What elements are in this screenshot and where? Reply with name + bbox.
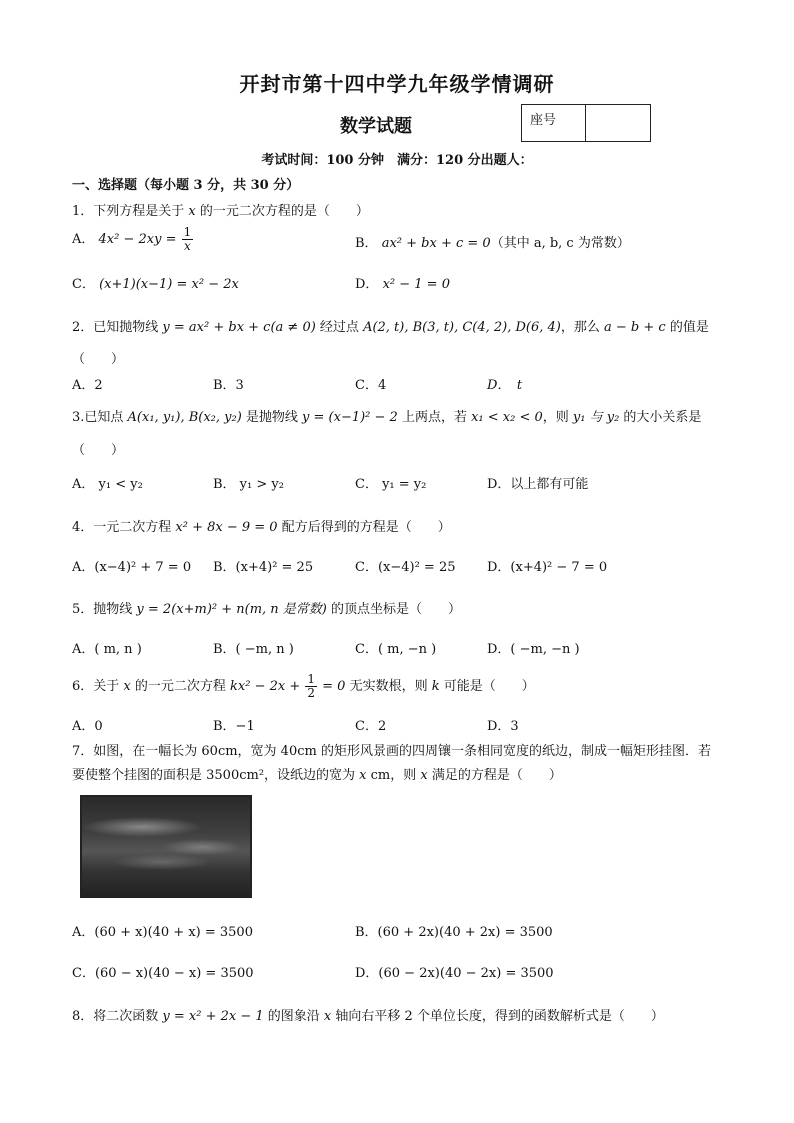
question-7-line1: 7．如图，在一幅长为 60cm，宽为 40cm 的矩形风景画的四周镶一条相同宽度的纸边，制成一幅矩形挂图．若 bbox=[72, 744, 711, 759]
q5-option-b: B．( −m, n ) bbox=[213, 642, 294, 657]
q3-option-c: C． y₁ = y₂ bbox=[355, 477, 427, 492]
question-4: 4．一元二次方程 x² + 8x − 9 = 0 配方后得到的方程是（ ） bbox=[72, 520, 451, 535]
question-7-line2: 要使整个挂图的面积是 3500cm²，设纸边的宽为 x cm，则 x 满足的方程是（ ） bbox=[72, 768, 562, 783]
fraction: $\frac{1}{2}$ bbox=[307, 672, 316, 701]
q1-option-b: B． ax² + bx + c = 0（其中 a, b, c 为常数） bbox=[355, 236, 630, 251]
q3-option-a: A． y₁ < y₂ bbox=[72, 477, 143, 492]
question-6: 6．关于 x 的一元二次方程 kx² − 2x + $\frac{1}{2}$ = 0 无实数根，则 k 可能是（ ） bbox=[72, 672, 535, 701]
q1-option-c: C． (x+1)(x−1) = x² − 2x bbox=[72, 277, 239, 292]
seat-number-box bbox=[521, 104, 651, 142]
fraction: $\frac{1}{x}$ bbox=[183, 225, 192, 254]
question-3: 3.已知点 A(x₁, y₁), B(x₂, y₂) 是抛物线 y = (x−1)² − 2 上两点，若 x₁ < x₂ < 0，则 y₁ 与 y₂ 的大小关系是 bbox=[72, 410, 702, 425]
question-8: 8．将二次函数 y = x² + 2x − 1 的图象沿 x 轴向右平移 2 个单位长度，得到的函数解析式是（ ） bbox=[72, 1009, 664, 1024]
q2-option-b: B．3 bbox=[213, 378, 244, 393]
q3-option-b: B． y₁ > y₂ bbox=[213, 477, 284, 492]
q5-option-c: C．( m, −n ) bbox=[355, 642, 437, 657]
q5-option-d: D．( −m, −n ) bbox=[487, 642, 580, 657]
q6-option-a: A．0 bbox=[72, 719, 103, 734]
q7-option-c: C．(60 − x)(40 − x) = 3500 bbox=[72, 966, 254, 981]
q4-option-a: A．(x−4)² + 7 = 0 bbox=[72, 560, 192, 575]
landscape-painting-image bbox=[80, 795, 252, 898]
exam-meta: 考试时间：100 分钟 满分：120 分出题人： bbox=[261, 153, 533, 168]
exam-title: 开封市第十四中学九年级学情调研 bbox=[239, 72, 555, 96]
q4-option-b: B．(x+4)² = 25 bbox=[213, 560, 314, 575]
q6-option-c: C．2 bbox=[355, 719, 387, 734]
question-1: 1．下列方程是关于 x 的一元二次方程的是（ ） bbox=[72, 204, 369, 219]
seat-label: 座号 bbox=[522, 105, 586, 141]
q1-option-d: D． x² − 1 = 0 bbox=[355, 277, 450, 292]
q7-option-d: D．(60 − 2x)(40 − 2x) = 3500 bbox=[355, 966, 554, 981]
q4-option-c: C．(x−4)² = 25 bbox=[355, 560, 456, 575]
question-2: 2．已知抛物线 y = ax² + bx + c(a ≠ 0) 经过点 A(2, t), B(3, t), C(4, 2), D(6, 4)，那么 a − b + c 的值是 bbox=[72, 320, 709, 335]
exam-subtitle: 数学试题 bbox=[340, 116, 412, 137]
q2-option-c: C．4 bbox=[355, 378, 387, 393]
q3-option-d: D．以上都有可能 bbox=[487, 477, 589, 492]
q6-option-d: D．3 bbox=[487, 719, 519, 734]
question-5: 5．抛物线 y = 2(x+m)² + n(m, n 是常数) 的顶点坐标是（ ） bbox=[72, 602, 462, 617]
q2-option-a: A．2 bbox=[72, 378, 103, 393]
question-2-paren: （ ） bbox=[72, 352, 125, 367]
q5-option-a: A．( m, n ) bbox=[72, 642, 142, 657]
section-heading: 一、选择题（每小题 3 分，共 30 分） bbox=[72, 178, 300, 193]
q1-option-a: A． 4x² − 2xy = $\frac{1}{x}$ bbox=[72, 225, 192, 254]
q7-option-a: A．(60 + x)(40 + x) = 3500 bbox=[72, 925, 253, 940]
q2-option-d: D． t bbox=[487, 378, 523, 393]
q7-option-b: B．(60 + 2x)(40 + 2x) = 3500 bbox=[355, 925, 553, 940]
seat-input-cell[interactable] bbox=[586, 105, 650, 141]
question-3-paren: （ ） bbox=[72, 443, 125, 458]
q6-option-b: B．−1 bbox=[213, 719, 255, 734]
q4-option-d: D．(x+4)² − 7 = 0 bbox=[487, 560, 608, 575]
